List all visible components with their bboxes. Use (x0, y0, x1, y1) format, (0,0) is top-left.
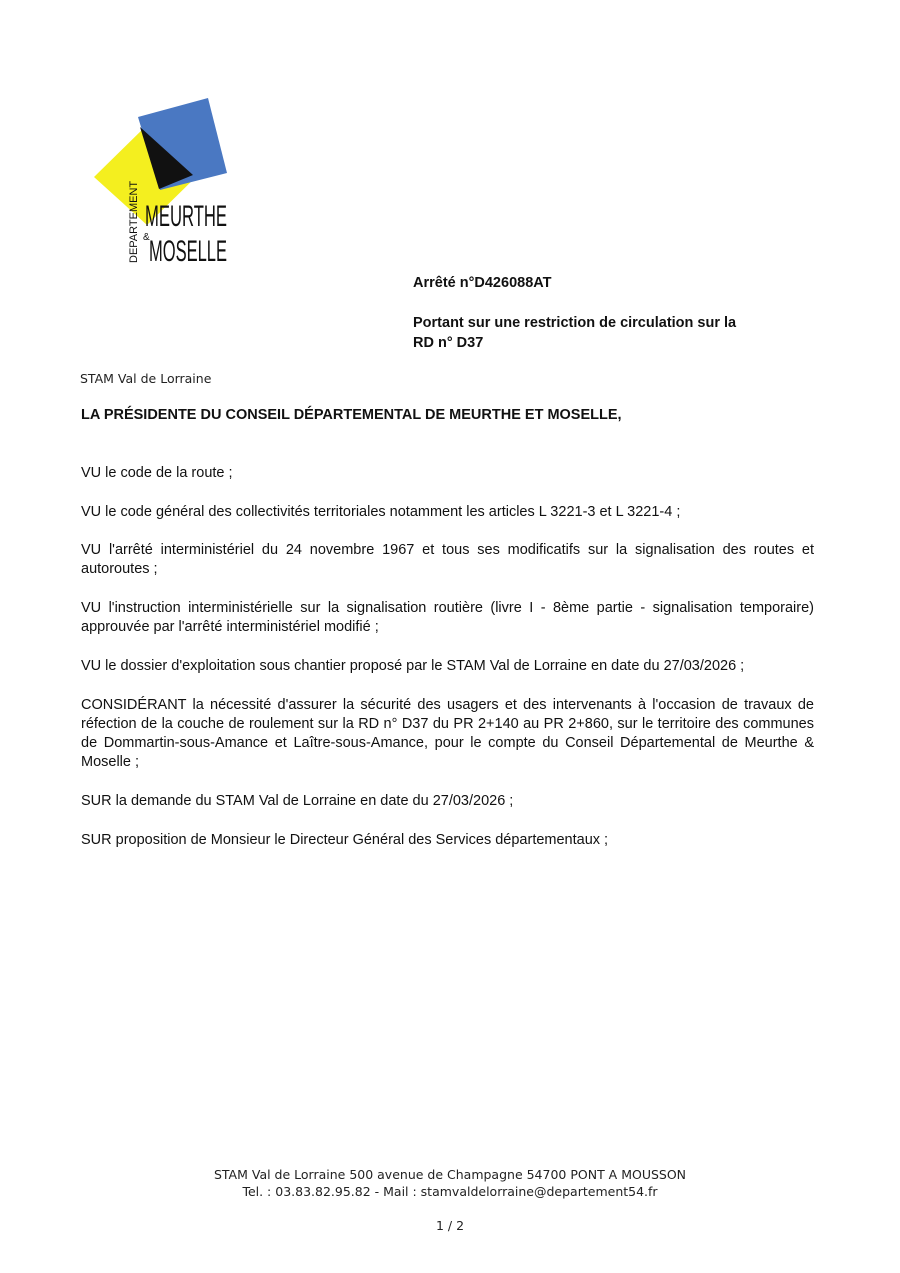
paragraph: VU le code général des collectivités territoriales notamment les articles L 3221-3 et L 3221-4 ; (81, 503, 681, 520)
decree-reference-block (413, 275, 833, 353)
footer-address: STAM Val de Lorraine 500 avenue de Champagne 54700 PONT A MOUSSON (213, 1167, 687, 1182)
paragraph: CONSIDÉRANT la nécessité d'assurer la sécurité des usagers et des intervenants à l'occasion de travaux de réfection de la couche de roulement sur la RD n° D37 du PR 2+140 au PR 2+860, sur le territoire des communes de Dommartin-sous-Amance et Laître-sous-Amance, pour le compte du Conseil Départemental de Meurthe & Moselle ; (81, 696, 814, 771)
decree-subject-line-2: RD n° D37 (413, 335, 484, 351)
document-heading: LA PRÉSIDENTE DU CONSEIL DÉPARTEMENTAL DE MEURTHE ET MOSELLE, (81, 407, 622, 423)
department-logo (90, 95, 235, 268)
logo-graphic (90, 95, 235, 268)
decree-number: Arrêté n°D426088AT (413, 275, 552, 291)
page-footer (0, 1166, 900, 1200)
paragraph: VU le dossier d'exploitation sous chantier proposé par le STAM Val de Lorraine en date du 27/03/2026 ; (81, 657, 745, 674)
logo-meurthe-text: MEURTHE (145, 200, 227, 233)
page-number: 1 / 2 (435, 1218, 465, 1233)
logo-departement-text: DEPARTEMENT (128, 180, 140, 263)
service-name: STAM Val de Lorraine (80, 371, 212, 386)
paragraph: SUR la demande du STAM Val de Lorraine en date du 27/03/2026 ; (81, 793, 514, 810)
decree-body (81, 464, 814, 869)
decree-subject (413, 313, 833, 353)
logo-ampersand-text: & (143, 232, 150, 243)
decree-subject-line-1: Portant sur une restriction de circulation sur la (413, 315, 737, 331)
paragraph: SUR proposition de Monsieur le Directeur Général des Services départementaux ; (81, 831, 609, 848)
paragraph: VU le code de la route ; (81, 465, 233, 481)
paragraph: VU l'arrêté interministériel du 24 novembre 1967 et tous ses modificatifs sur la signalisation des routes et autoroutes ; (81, 542, 814, 578)
logo-moselle-text: MOSELLE (149, 235, 227, 268)
footer-contact: Tel. : 03.83.82.95.82 - Mail : stamvaldelorraine@departement54.fr (242, 1184, 658, 1199)
paragraph: VU l'instruction interministérielle sur la signalisation routière (livre I - 8ème partie - signalisation temporaire) approuvée par l'arrêté interministériel modifié ; (81, 600, 814, 636)
